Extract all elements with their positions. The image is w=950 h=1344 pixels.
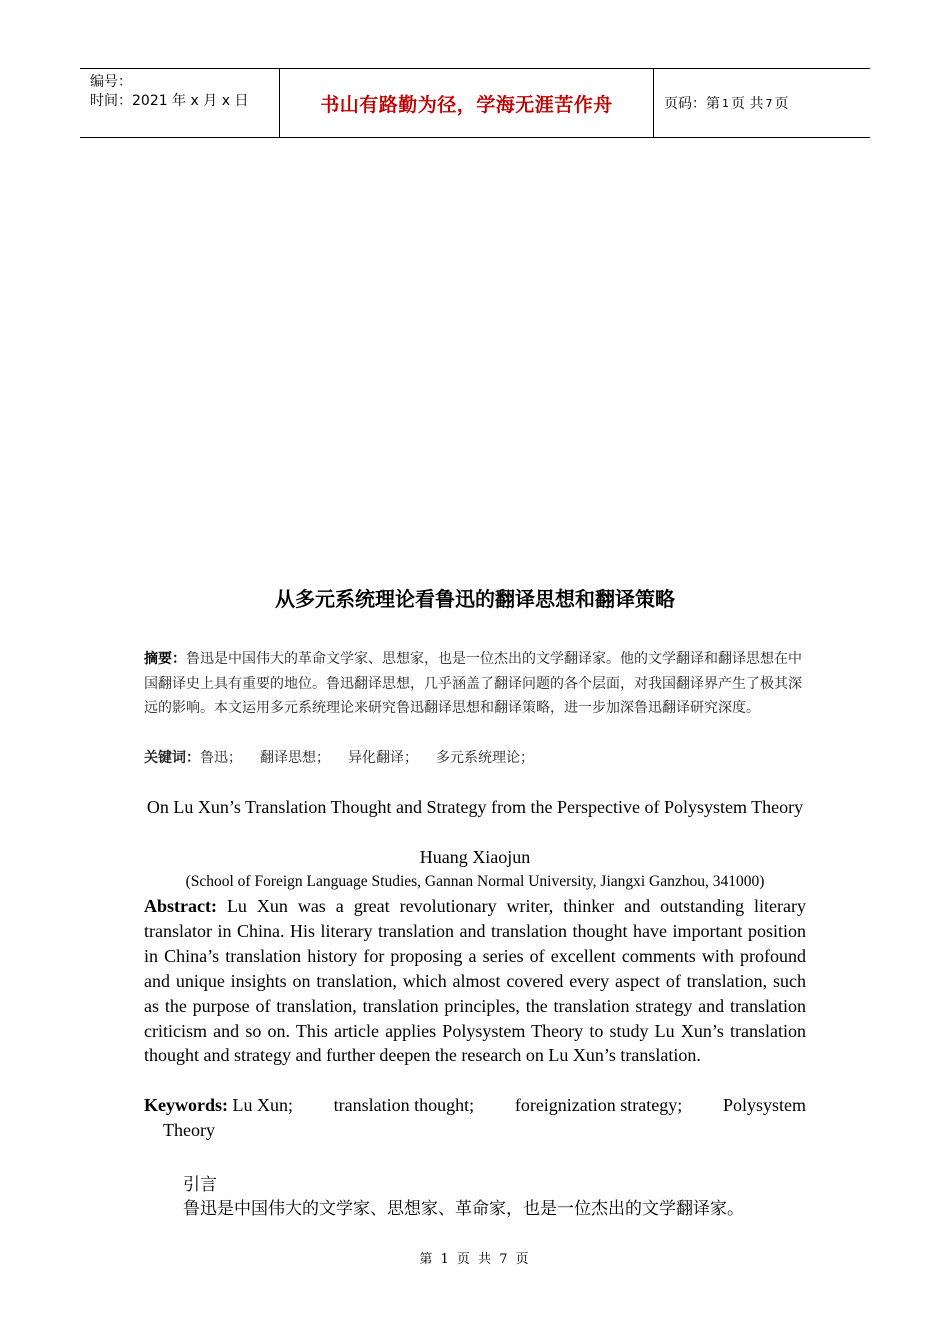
english-keyword: foreignization strategy; bbox=[514, 1095, 683, 1115]
header-page-info bbox=[654, 69, 870, 137]
page-prefix: 页码：第 bbox=[664, 96, 720, 112]
chinese-keywords bbox=[144, 746, 804, 770]
header-left-cell bbox=[80, 69, 280, 137]
header-table bbox=[80, 68, 870, 138]
english-keywords-row bbox=[144, 1093, 806, 1118]
english-abstract-label: Abstract: bbox=[144, 896, 217, 916]
intro-heading: 引言 bbox=[183, 1175, 217, 1195]
page-suffix: 页 bbox=[774, 96, 789, 112]
page-current: 1 bbox=[722, 96, 729, 110]
document-title: 从多元系统理论看鲁迅的翻译思想和翻译策略 bbox=[275, 587, 675, 611]
english-abstract-text: Lu Xun was a great revolutionary writer, thinker and outstanding literary translator in China. His literary translation and translation thought have important position in China’s translation history for proposing a series of excellent comments with profound and unique insights on translation, which almost covered every aspect of translation, such as the purpose of translation, translation principles, the translation strategy and translation criticism and so on. This article applies Polysystem Theory to study Lu Xun’s translation thought and strategy and further deepen the research on Lu Xun’s translation. bbox=[144, 896, 807, 1066]
page-mid: 页 共 bbox=[731, 96, 764, 112]
intro-paragraph: 鲁迅是中国伟大的文学家、思想家、革命家，也是一位杰出的文学翻译家。 bbox=[183, 1199, 744, 1219]
chinese-abstract-label: 摘要： bbox=[144, 651, 186, 667]
english-keywords-label: Keywords: bbox=[144, 1095, 228, 1115]
page-total: 7 bbox=[765, 96, 773, 110]
english-abstract bbox=[144, 894, 806, 1068]
english-keywords bbox=[144, 1093, 806, 1143]
english-keyword: Lu Xun; bbox=[232, 1095, 293, 1115]
chinese-keyword: 鲁迅； bbox=[200, 750, 242, 766]
chinese-abstract-text: 鲁迅是中国伟大的革命文学家、思想家，也是一位杰出的文学翻译家。他的文学翻译和翻译思想在中国翻译史上具有重要的地位。鲁迅翻译思想，几乎涵盖了翻译问题的各个层面，对我国翻译界产生了极其深远的影响。本文运用多元系统理论来研究鲁迅翻译思想和翻译策略，进一步加深鲁迅翻译研究深度。 bbox=[144, 651, 802, 716]
page-footer: 第 1 页 共 7 页 bbox=[419, 1252, 531, 1267]
chinese-keywords-label: 关键词： bbox=[144, 750, 200, 766]
date-label: 时间：2021 年 x 月 x 日 bbox=[90, 93, 249, 109]
english-affiliation: (School of Foreign Language Studies, Gannan Normal University, Jiangxi Ganzhou, 341000) bbox=[185, 873, 765, 890]
english-author: Huang Xiaojun bbox=[419, 847, 531, 867]
chinese-keyword: 翻译思想； bbox=[260, 750, 330, 766]
chinese-keyword: 异化翻译； bbox=[348, 750, 418, 766]
serial-label: 编号： bbox=[90, 74, 132, 90]
english-keyword: Polysystem bbox=[722, 1095, 806, 1115]
english-keyword: translation thought; bbox=[333, 1095, 475, 1115]
english-title: On Lu Xun’s Translation Thought and Strategy from the Perspective of Polysystem Theory bbox=[146, 797, 804, 817]
chinese-keyword: 多元系统理论； bbox=[436, 750, 534, 766]
chinese-abstract bbox=[144, 647, 804, 721]
header-motto: 书山有路勤为径，学海无涯苦作舟 bbox=[280, 69, 654, 137]
english-keyword-wrap: Theory bbox=[163, 1120, 215, 1140]
